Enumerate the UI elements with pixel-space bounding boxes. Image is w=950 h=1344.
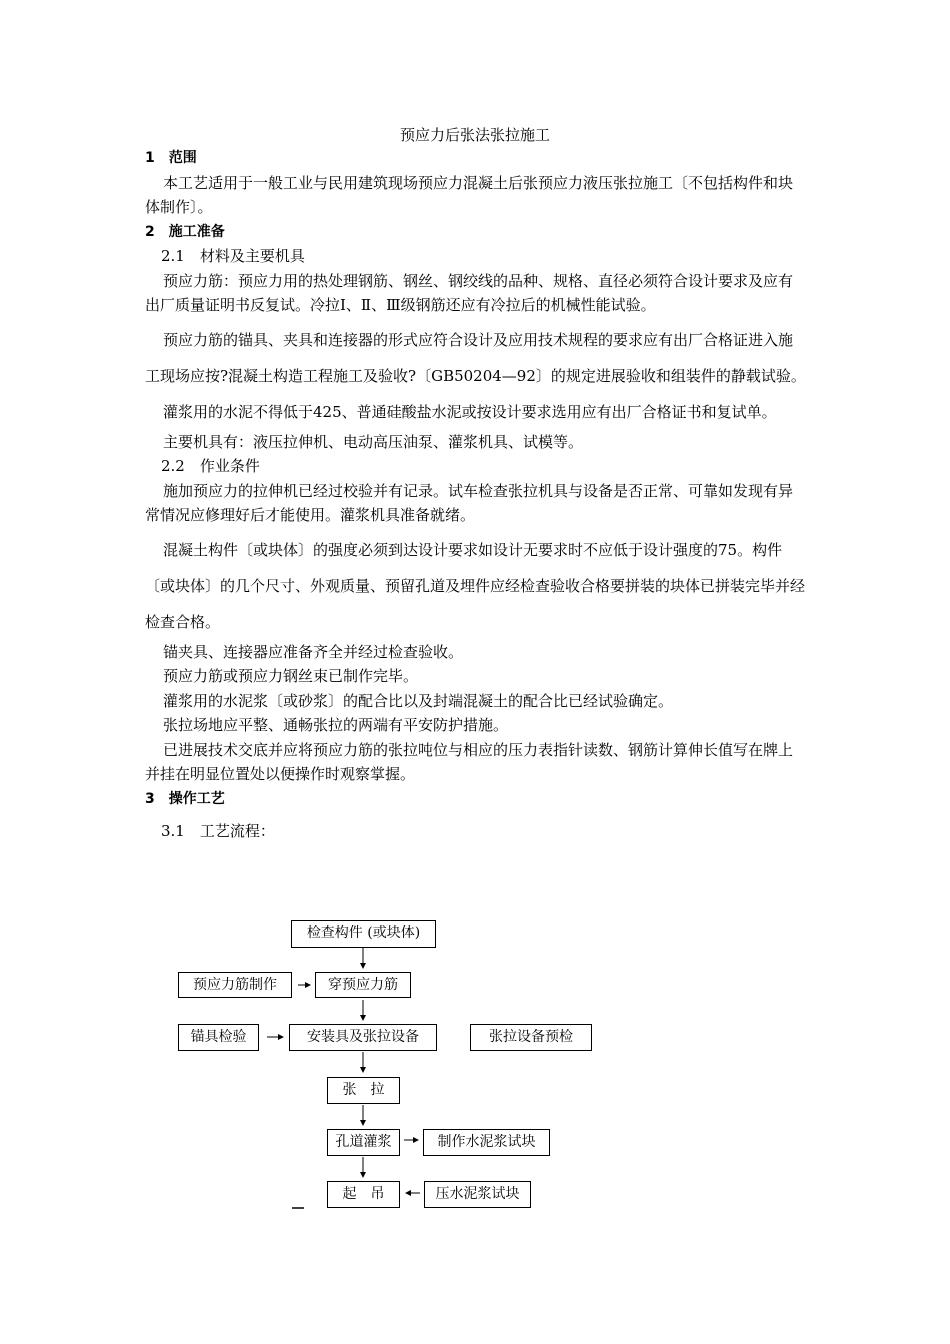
paragraph-site-safety: 张拉场地应平整、通畅张拉的两端有平安防护措施。 [163, 716, 509, 734]
paragraph-cement: 灌浆用的水泥不得低于425、普通硅酸盐水泥或按设计要求选用应有出厂合格证书和复试单。 [163, 402, 777, 421]
flow-inspect-component: 检查构件 (或块体) [291, 920, 436, 948]
flow-press-sample: 压水泥浆试块 [424, 1181, 531, 1208]
flow-make-tendon: 预应力筋制作 [178, 972, 292, 998]
paragraph-machinery: 主要机具有：液压拉伸机、电动高压油泵、灌浆机具、试模等。 [163, 432, 584, 451]
section-2-2-heading: 2.2 作业条件 [161, 457, 260, 475]
paragraph-tendons-ready: 预应力筋或预应力钢丝束已制作完毕。 [163, 667, 419, 685]
flow-anchor-check: 锚具检验 [178, 1024, 259, 1051]
section-1-heading: 1 范围 [145, 150, 197, 166]
paragraph-briefing: 已进展技术交底并应将预应力筋的张拉吨位与相应的压力表指针读数、钢筋计算伸长值写在牌上并挂在明显位置处以便操作时观察掌握。 [145, 740, 794, 783]
flow-thread-tendon: 穿预应力筋 [315, 972, 411, 998]
section-1-paragraph: 本工艺适用于一般工业与民用建筑现场预应力混凝土后张预应力液压张拉施工〔不包括构件和块体制作〕。 [145, 173, 794, 216]
paragraph-jack-check: 施加预应力的拉伸机已经过校验并有记录。试车检查张拉机具与设备是否正常、可靠如发现有异常情况应修理好后才能使用。灌浆机具准备就绪。 [145, 481, 794, 524]
flow-lift: 起 吊 [327, 1181, 400, 1208]
flow-install-equipment: 安装具及张拉设备 [289, 1024, 437, 1051]
flow-equipment-precheck: 张拉设备预检 [470, 1024, 592, 1051]
paragraph-anchor: 预应力筋的锚具、夹具和连接器的形式应符合设计及应用技术规程的要求应有出厂合格证进入施工现场应按?混凝土构造工程施工及验收?〔GB50204—92〕的规定进展验收和组装件的静载试验。 [145, 330, 806, 385]
flow-tension: 张 拉 [327, 1077, 400, 1104]
section-3-heading: 3 操作工艺 [145, 790, 225, 807]
paragraph-tendon: 预应力筋：预应力用的热处理钢筋、钢丝、钢绞线的品种、规格、直径必须符合设计要求及应有出厂质量证明书反复试。冷拉Ⅰ、Ⅱ、Ⅲ级钢筋还应有冷拉后的机械性能试验。 [145, 271, 794, 314]
page-title: 预应力后张法张拉施工 [399, 126, 550, 144]
flow-make-sample: 制作水泥浆试块 [423, 1129, 550, 1156]
flow-duct-grouting: 孔道灌浆 [327, 1129, 400, 1156]
paragraph-anchors-ready: 锚夹具、连接器应准备齐全并经过检查验收。 [163, 642, 464, 661]
section-3-1-heading: 3.1 工艺流程： [161, 822, 275, 840]
section-2-heading: 2 施工准备 [145, 223, 225, 240]
paragraph-mix-ratio: 灌浆用的水泥浆〔或砂浆〕的配合比以及封端混凝土的配合比已经试验确定。 [163, 691, 674, 710]
paragraph-concrete-strength: 混凝土构件〔或块体〕的强度必须到达设计要求如设计无要求时不应低于设计强度的75。构件〔或块体〕的几个尺寸、外观质量、预留孔道及埋件应经检查验收合格要拼装的块体已拼装完毕并经检查合格。 [145, 540, 806, 631]
section-2-1-heading: 2.1 材料及主要机具 [161, 247, 305, 265]
